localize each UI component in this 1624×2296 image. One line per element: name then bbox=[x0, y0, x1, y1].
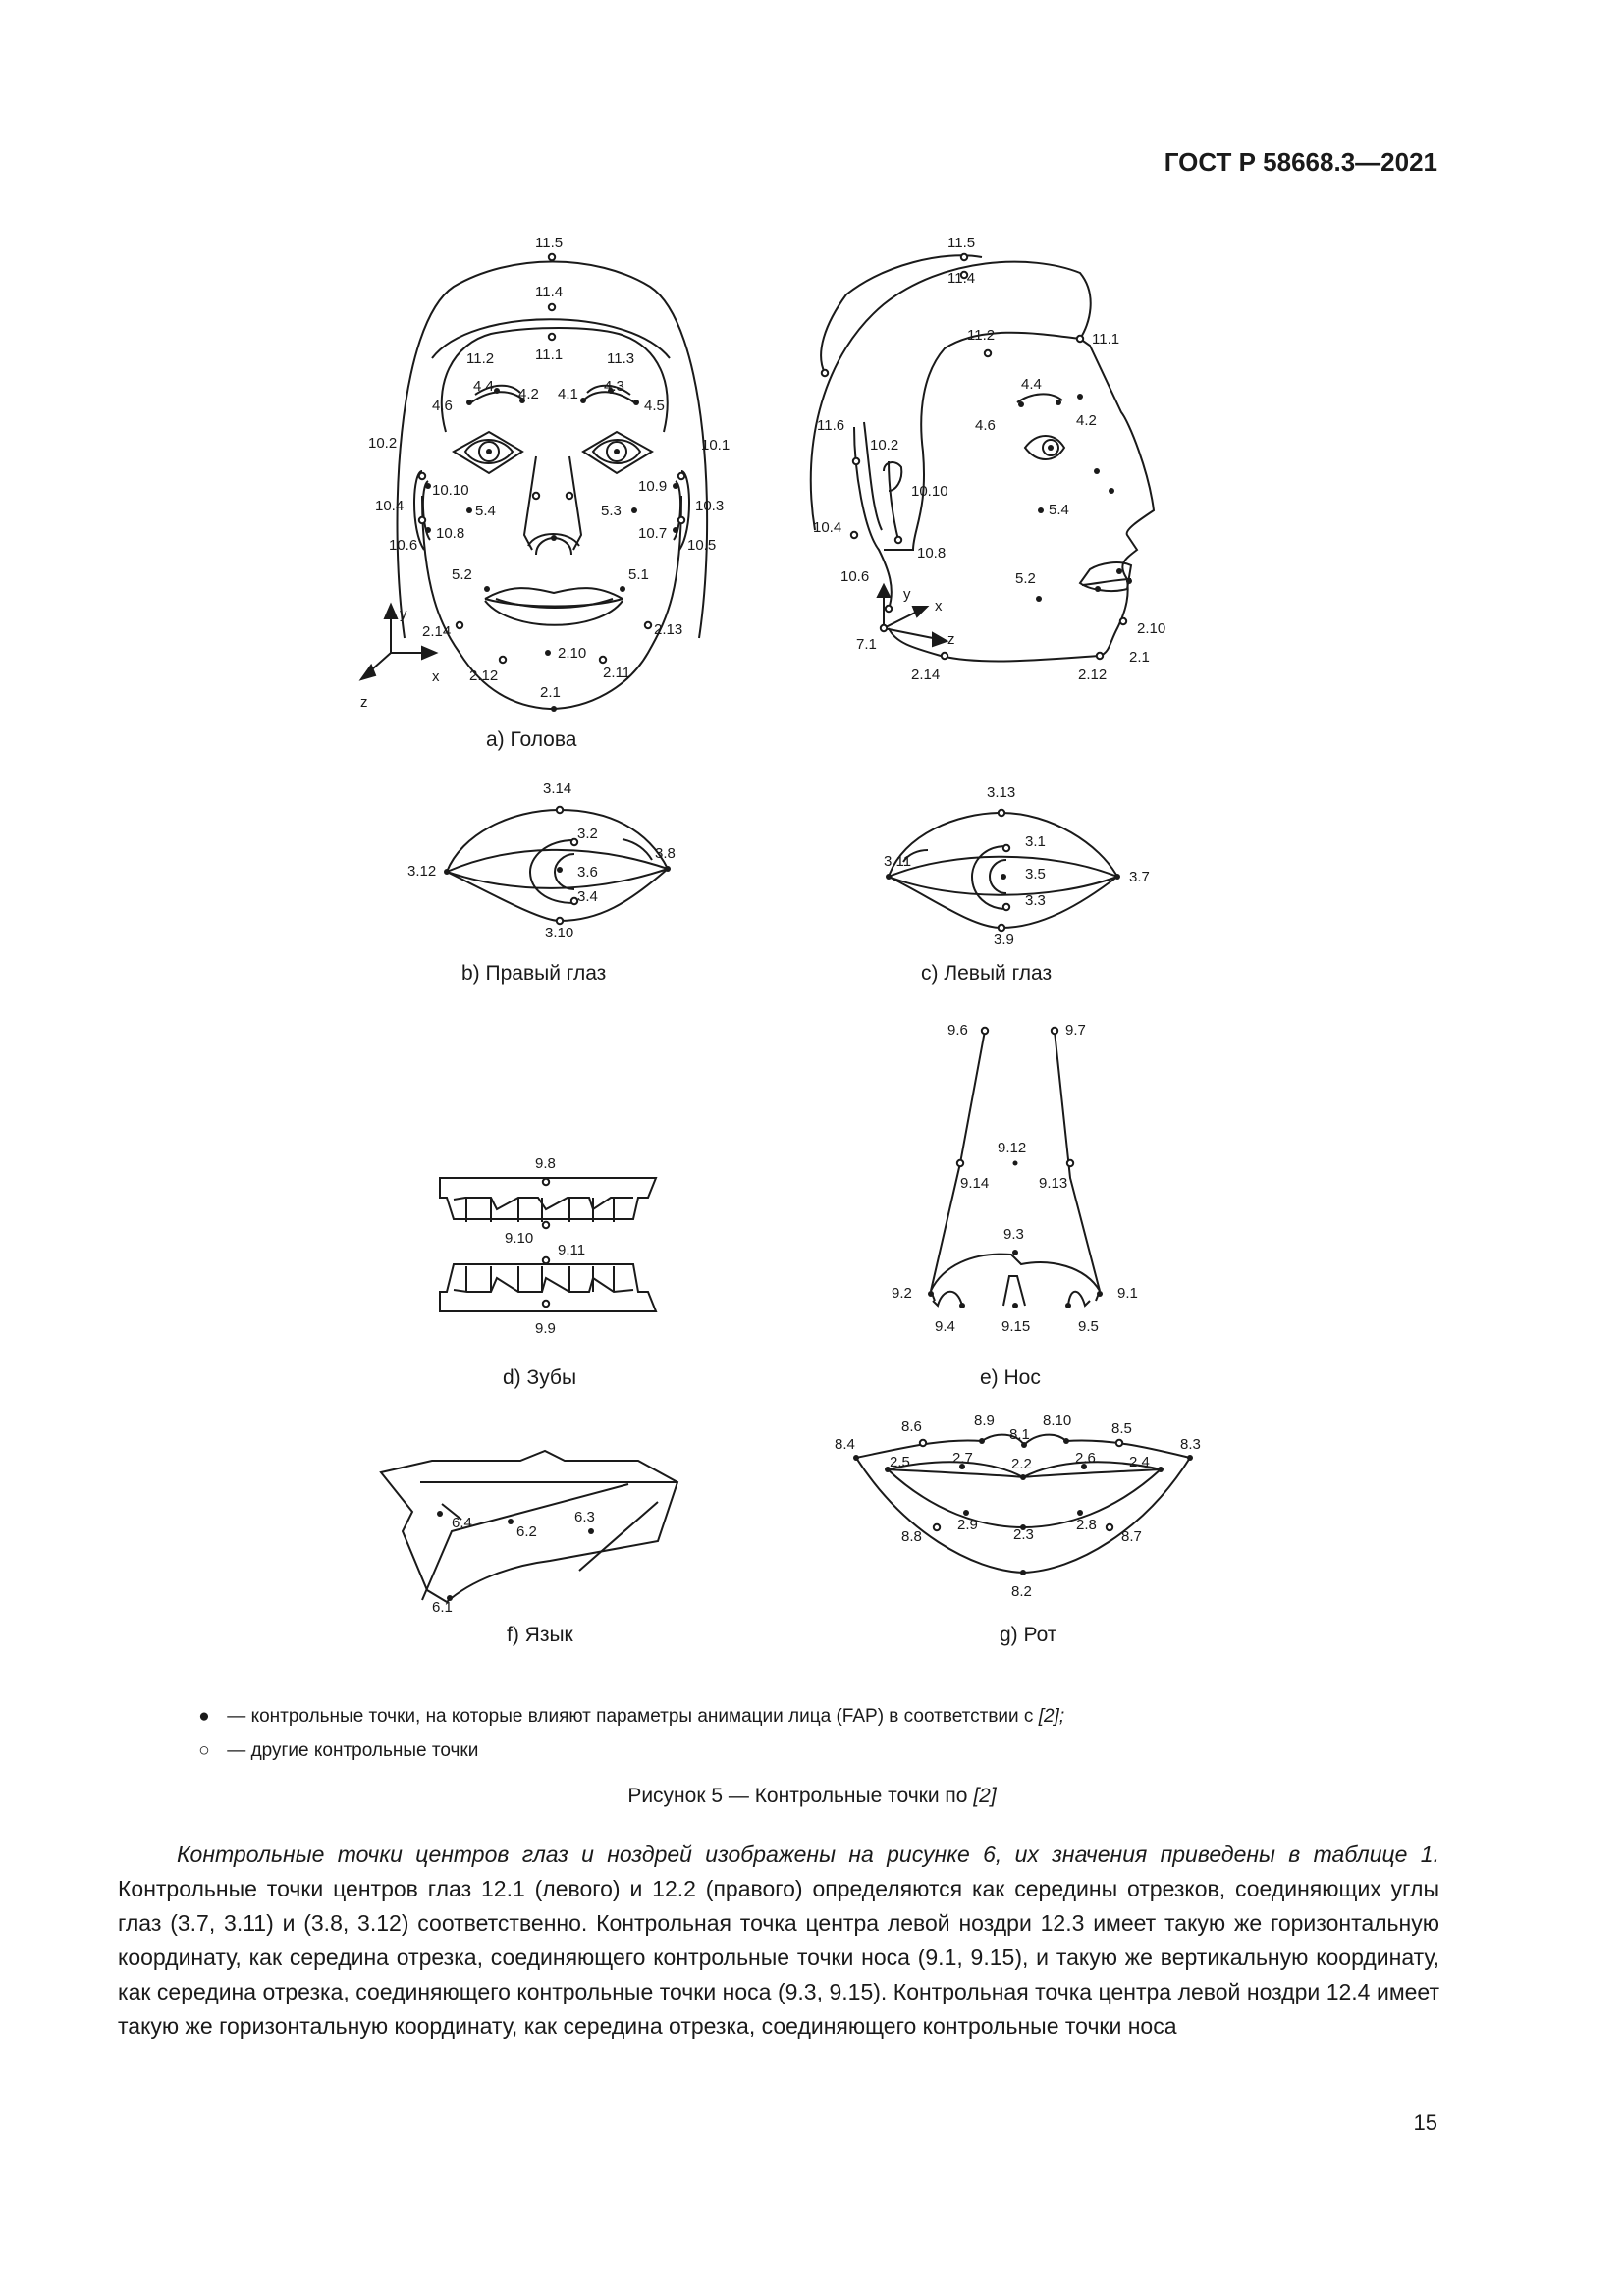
point-label: 3.4 bbox=[577, 888, 598, 905]
point-label: 9.9 bbox=[535, 1320, 556, 1337]
caption-left-eye: c) Левый глаз bbox=[921, 962, 1053, 985]
point-label: 9.13 bbox=[1039, 1175, 1068, 1192]
point-label: 11.4 bbox=[947, 270, 976, 287]
caption-tongue: f) Язык bbox=[507, 1624, 573, 1646]
point-label: 2.14 bbox=[422, 623, 452, 640]
point-label: 2.2 bbox=[1011, 1456, 1032, 1472]
point-label: 10.5 bbox=[687, 537, 717, 554]
point-label: 10.4 bbox=[375, 498, 405, 514]
point-label: 11.2 bbox=[967, 327, 996, 344]
point-label: 3.2 bbox=[577, 826, 598, 842]
head-front-labels bbox=[360, 235, 730, 711]
point-label: 2.7 bbox=[952, 1450, 973, 1467]
tongue-labels bbox=[432, 1509, 595, 1616]
point-label: 3.7 bbox=[1129, 869, 1150, 885]
point-label: 11.5 bbox=[947, 235, 976, 251]
point-label: 2.5 bbox=[890, 1454, 910, 1470]
point-label: 10.6 bbox=[389, 537, 418, 554]
point-label: 6.3 bbox=[574, 1509, 595, 1525]
point-label: 7.1 bbox=[856, 636, 877, 653]
point-label: x bbox=[432, 668, 440, 685]
point-label: 9.7 bbox=[1065, 1022, 1086, 1039]
point-label: 3.1 bbox=[1025, 833, 1046, 850]
point-label: 2.11 bbox=[603, 665, 631, 681]
point-label: 5.3 bbox=[601, 503, 622, 519]
point-label: 10.9 bbox=[638, 478, 668, 495]
point-label: 3.14 bbox=[543, 780, 572, 797]
point-label: 9.11 bbox=[558, 1242, 586, 1258]
point-label: 9.14 bbox=[960, 1175, 990, 1192]
point-label: 2.3 bbox=[1013, 1526, 1034, 1543]
point-label: 11.4 bbox=[535, 284, 564, 300]
point-label: 2.10 bbox=[558, 645, 587, 662]
point-label: z bbox=[360, 694, 368, 711]
left-eye-points bbox=[886, 810, 1120, 931]
caption-right-eye: b) Правый глаз bbox=[461, 962, 607, 985]
point-label: 10.10 bbox=[432, 482, 469, 499]
point-label: 4.4 bbox=[473, 378, 494, 395]
point-label: 3.10 bbox=[545, 925, 574, 941]
point-label: 8.4 bbox=[835, 1436, 855, 1453]
nose-drawing bbox=[931, 1031, 1100, 1306]
point-label: 2.9 bbox=[957, 1517, 978, 1533]
point-label: 4.1 bbox=[558, 386, 578, 402]
point-label: 6.2 bbox=[516, 1523, 537, 1540]
point-label: 10.6 bbox=[840, 568, 870, 585]
point-label: 10.10 bbox=[911, 483, 948, 500]
point-label: 4.3 bbox=[604, 378, 624, 395]
point-label: z bbox=[947, 631, 955, 648]
paragraph-italic: Контрольные точки центров глаз и ноздрей изображены на рисунке 6, их значения приведены в таблице 1. bbox=[177, 1842, 1439, 1867]
point-label: 9.10 bbox=[505, 1230, 534, 1247]
filled-dot-icon: ● bbox=[198, 1706, 210, 1727]
head-side-axes bbox=[878, 585, 947, 646]
point-label: 3.6 bbox=[577, 864, 598, 881]
caption-head: a) Голова bbox=[486, 728, 577, 751]
point-label: 8.6 bbox=[901, 1418, 922, 1435]
hollow-dot-icon: ○ bbox=[198, 1740, 210, 1761]
figure-caption: Рисунок 5 — Контрольные точки по [2] bbox=[627, 1785, 997, 1807]
point-label: 4.5 bbox=[644, 398, 665, 414]
standard-code: ГОСТ Р 58668.3—2021 bbox=[1164, 147, 1437, 177]
point-label: 11.2 bbox=[466, 350, 495, 367]
left-eye-drawing bbox=[889, 813, 1117, 928]
point-label: 8.8 bbox=[901, 1528, 922, 1545]
point-label: 6.4 bbox=[452, 1515, 472, 1531]
point-label: 3.12 bbox=[407, 863, 437, 880]
point-label: 10.2 bbox=[870, 437, 899, 454]
point-label: 3.11 bbox=[884, 853, 912, 870]
point-label: 9.12 bbox=[998, 1140, 1027, 1156]
point-label: 2.1 bbox=[1129, 649, 1150, 666]
point-label: 8.10 bbox=[1043, 1413, 1072, 1429]
point-label: 8.2 bbox=[1011, 1583, 1032, 1600]
point-label: 8.5 bbox=[1111, 1420, 1132, 1437]
point-label: 8.9 bbox=[974, 1413, 995, 1429]
point-label: 3.8 bbox=[655, 845, 676, 862]
point-label: 10.3 bbox=[695, 498, 725, 514]
point-label: 4.4 bbox=[1021, 376, 1042, 393]
point-label: 2.8 bbox=[1076, 1517, 1097, 1533]
point-label: 5.2 bbox=[1015, 570, 1036, 587]
point-label: 3.5 bbox=[1025, 866, 1046, 882]
point-label: 5.4 bbox=[1049, 502, 1069, 518]
point-label: 9.5 bbox=[1078, 1318, 1099, 1335]
right-eye-drawing bbox=[447, 810, 668, 921]
point-label: 5.4 bbox=[475, 503, 496, 519]
point-label: 4.2 bbox=[518, 386, 539, 402]
body-paragraph bbox=[118, 1838, 1439, 2044]
point-label: 9.8 bbox=[535, 1155, 556, 1172]
paragraph-regular: Контрольные точки центров глаз 12.1 (левого) и 12.2 (правого) определяются как середины отрезков, соединяющих углы глаз (3.7, 3.11) и (3.8, 3.12) соответственно. Контрольная точка центра левой ноздри 12.3 имеет такую же горизонтальную координату, как середина отрезка, соединяющего контрольные точки носа (9.1, 9.15), и такую же вертикальную координату, как середина отрезка, соединяющего контрольные точки носа (9.3, 9.15). Контрольная точка центра левой ноздри 12.4 имеет такую же горизонтальную координату, как середина отрезка, соединяющего контрольные точки носа bbox=[118, 1876, 1439, 2039]
point-label: 5.1 bbox=[628, 566, 649, 583]
caption-teeth: d) Зубы bbox=[503, 1366, 577, 1389]
point-label: 11.1 bbox=[1092, 331, 1120, 347]
head-front-axes bbox=[361, 605, 436, 679]
legend-filled: ● — контрольные точки, на которые влияют параметры анимации лица (FAP) в соответствии с [2]; bbox=[187, 1706, 1064, 1728]
head-side-drawing bbox=[811, 255, 1154, 661]
point-label: 10.1 bbox=[701, 437, 731, 454]
nose-labels bbox=[892, 1022, 1138, 1335]
point-label: 2.6 bbox=[1075, 1450, 1096, 1467]
point-label: 8.1 bbox=[1009, 1426, 1030, 1443]
point-label: 9.4 bbox=[935, 1318, 955, 1335]
point-label: x bbox=[935, 598, 943, 614]
point-label: 8.7 bbox=[1121, 1528, 1142, 1545]
point-label: 2.12 bbox=[1078, 667, 1108, 683]
head-side-labels bbox=[813, 235, 1165, 683]
point-label: 2.10 bbox=[1137, 620, 1166, 637]
point-label: 11.5 bbox=[535, 235, 564, 251]
point-label: 3.3 bbox=[1025, 892, 1046, 909]
point-label: y bbox=[903, 586, 911, 603]
point-label: 10.2 bbox=[368, 435, 398, 452]
point-label: 11.1 bbox=[535, 347, 564, 363]
point-label: 8.3 bbox=[1180, 1436, 1201, 1453]
point-label: 10.4 bbox=[813, 519, 842, 536]
point-label: 2.13 bbox=[654, 621, 683, 638]
point-label: 9.6 bbox=[947, 1022, 968, 1039]
point-label: 10.7 bbox=[638, 525, 668, 542]
point-label: 9.1 bbox=[1117, 1285, 1138, 1302]
point-label: 3.9 bbox=[994, 932, 1014, 948]
point-label: 4.2 bbox=[1076, 412, 1097, 429]
point-label: 2.4 bbox=[1129, 1454, 1150, 1470]
point-label: 6.1 bbox=[432, 1599, 453, 1616]
point-label: 4.6 bbox=[432, 398, 453, 414]
page-number: 15 bbox=[1413, 2110, 1437, 2135]
point-label: 11.3 bbox=[607, 350, 635, 367]
caption-nose: e) Нос bbox=[980, 1366, 1041, 1389]
point-label: 9.2 bbox=[892, 1285, 912, 1302]
legend-hollow: ○ — другие контрольные точки bbox=[187, 1740, 478, 1762]
point-label: 2.12 bbox=[469, 667, 499, 684]
point-label: 3.13 bbox=[987, 784, 1016, 801]
point-label: 4.6 bbox=[975, 417, 996, 434]
teeth-drawing bbox=[440, 1178, 656, 1311]
point-label: 2.14 bbox=[911, 667, 941, 683]
point-label: 9.15 bbox=[1001, 1318, 1031, 1335]
point-label: 9.3 bbox=[1003, 1226, 1024, 1243]
caption-mouth: g) Рот bbox=[1000, 1624, 1057, 1646]
point-label: 2.1 bbox=[540, 684, 561, 701]
point-label: 10.8 bbox=[917, 545, 947, 561]
point-label: 5.2 bbox=[452, 566, 472, 583]
point-label: y bbox=[400, 606, 407, 622]
point-label: 11.6 bbox=[817, 417, 845, 434]
point-label: 10.8 bbox=[436, 525, 465, 542]
